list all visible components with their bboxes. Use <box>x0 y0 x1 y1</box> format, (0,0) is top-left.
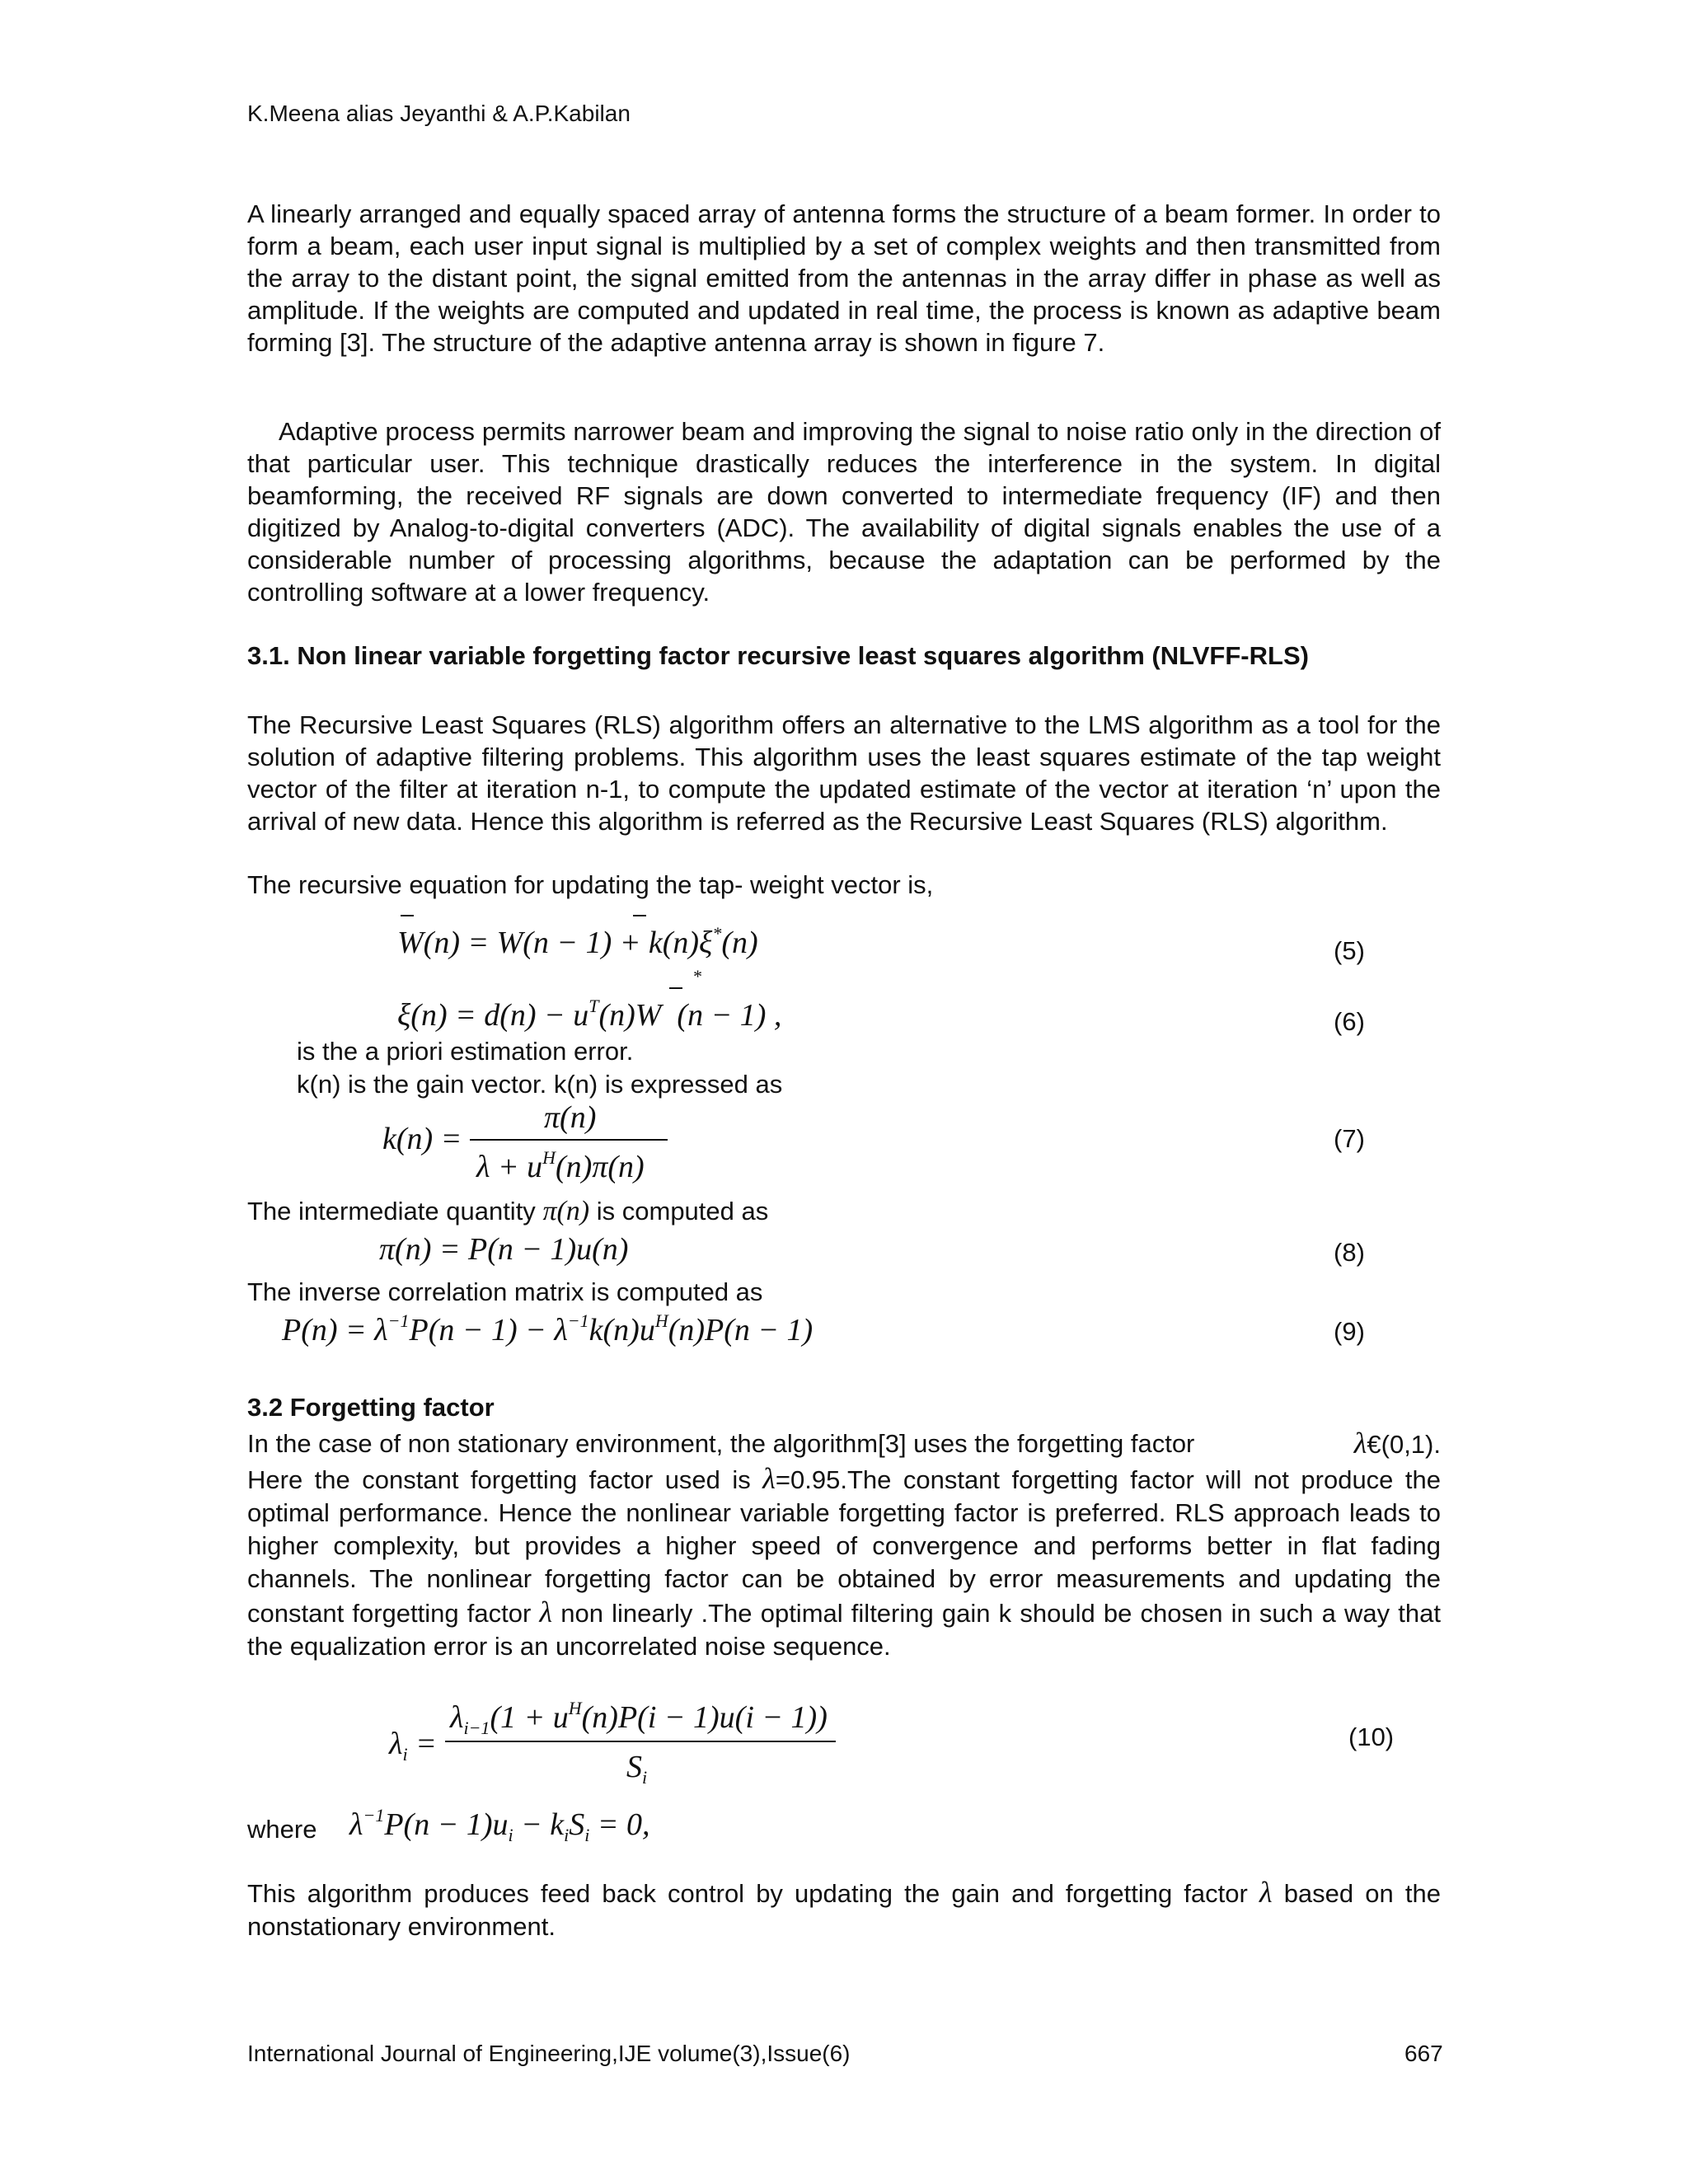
lambda-symbol: λ <box>762 1462 776 1495</box>
paragraph-adaptive-process: Adaptive process permits narrower beam and improving the signal to noise ratio only in the direction of that particular user. This technique drastically reduces the interference in the system. In digital beamforming, the received RF signals are down converted to intermediate frequency (IF) and then digitized by Analog-to-digital converters (ADC). The availability of digital signals enables the use of a considerable number of processing algorithms, because the adaptation can be performed by the controlling software at a lower frequency. <box>247 417 1441 607</box>
paragraph-inverse-correlation: The inverse correlation matrix is computed as <box>247 1277 763 1306</box>
running-header: K.Meena alias Jeyanthi & A.P.Kabilan <box>247 101 631 126</box>
equation-10-denominator: $S_i$ <box>626 1750 648 1788</box>
section-heading-3-2: 3.2 Forgetting factor <box>247 1393 495 1422</box>
equation-8: π(n) = P(n − 1)u(n) <box>379 1232 629 1267</box>
footer-journal: International Journal of Engineering,IJE volume(3),Issue(6) <box>247 2041 851 2066</box>
paragraph-intermediate-quantity <box>247 1195 768 1227</box>
text-fragment: based on the nonstationary environment. <box>247 1879 1441 1941</box>
text-fragment: =0.95.The constant forgetting factor will not produce the optimal performance. Hence the nonlinear variable forgetting factor is preferred. RLS approach leads to higher complexity, but provides a higher speed of convergence and performs better in flat fading channels. The nonlinear forgetting factor can be obtained by error measurements and updating the constant forgetting factor <box>247 1465 1442 1628</box>
equation-7-lhs: k(n) = <box>382 1122 462 1156</box>
section-heading-3-1: 3.1. Non linear variable forgetting factor recursive least squares algorithm (NLVFF-RLS) <box>247 641 1309 670</box>
text-fragment: The intermediate quantity <box>247 1197 536 1226</box>
pi-symbol: π(n) <box>542 1196 590 1226</box>
equation-10-numerator: $\lambda_{i-1}(1 + u^H(n)P(i - 1)u(i - 1))$ <box>450 1698 828 1738</box>
lambda-symbol: λ <box>1259 1876 1273 1909</box>
lambda-symbol: λ <box>1353 1427 1367 1460</box>
paragraph-beamformer: A linearly arranged and equally spaced array of antenna forms the structure of a beam former. In order to form a beam, each user input signal is multiplied by a set of complex weights and then transmitted from the array to the distant point, the signal emitted from the antennas in the array differ in phase as well as amplitude. If the weights are computed and updated in real time, the process is known as adaptive beam forming [3]. The structure of the adaptive antenna array is shown in figure 7. <box>247 199 1441 357</box>
text-fragment: non linearly .The optimal filtering gain k should be chosen in such a way that the equalization error is an uncorrelated noise sequence. <box>247 1599 1441 1661</box>
paragraph-forgetting-factor <box>247 1427 1441 1663</box>
equation-number-10: (10) <box>1348 1722 1395 1751</box>
lambda-symbol: λ <box>539 1596 553 1629</box>
equation-6: $\xi(n) = d(n) - u^T(n)W$ (n − 1) , <box>397 996 782 1033</box>
equation-number-7: (7) <box>1334 1124 1365 1153</box>
fraction-bar <box>445 1741 836 1742</box>
where-label: where <box>247 1815 317 1844</box>
equation-9: $P(n) = \lambda^{-1}P(n - 1) - \lambda^{-1}k(n)u^H(n)P(n - 1)$ <box>282 1310 814 1347</box>
equation-5: W(n) = W(n − 1) + k(n)ξ*(n) <box>397 923 758 960</box>
text-fragment: €(0,1). <box>1367 1430 1441 1459</box>
equation-number-6: (6) <box>1334 1007 1365 1036</box>
text-fragment: In the case of non stationary environment, the algorithm[3] uses the forgetting factor <box>247 1429 1195 1458</box>
paragraph-priori-error: is the a priori estimation error. <box>297 1037 634 1066</box>
where-expression: $\lambda^{-1}P(n - 1)u_i - k_iS_i = 0$, <box>349 1805 650 1845</box>
page-number: 667 <box>1404 2041 1443 2066</box>
text-fragment: Here the constant forgetting factor used is <box>247 1465 751 1494</box>
text-fragment: This algorithm produces feed back control by updating the gain and forgetting factor <box>247 1879 1248 1908</box>
paragraph-gain-vector: k(n) is the gain vector. k(n) is expressed as <box>297 1070 783 1099</box>
conjugate-star: * <box>692 966 701 987</box>
equation-7-numerator: π(n) <box>544 1100 597 1135</box>
fraction-bar <box>470 1139 668 1141</box>
equation-10-lhs: $\lambda_i$ = <box>389 1727 437 1765</box>
equation-7-denominator: $\lambda + u^H(n)\pi(n)$ <box>476 1147 645 1184</box>
overbar-mark <box>669 987 682 989</box>
equation-number-9: (9) <box>1334 1317 1365 1346</box>
overbar-mark <box>401 915 414 916</box>
equation-number-8: (8) <box>1334 1238 1365 1267</box>
equation-number-5: (5) <box>1334 936 1365 965</box>
paragraph-feedback-control <box>247 1876 1441 1943</box>
text-fragment: is computed as <box>596 1197 769 1226</box>
paragraph-recursive-equation: The recursive equation for updating the tap- weight vector is, <box>247 870 934 899</box>
overbar-mark <box>633 915 646 916</box>
paragraph-rls-intro: The Recursive Least Squares (RLS) algorithm offers an alternative to the LMS algorithm as a tool for the solution of adaptive filtering problems. This algorithm uses the least squares estimate of the tap weight vector of the filter at iteration n-1, to compute the updated estimate of the vector at iteration ‘n’ upon the arrival of new data. Hence this algorithm is referred as the Recursive Least Squares (RLS) algorithm. <box>247 710 1441 836</box>
